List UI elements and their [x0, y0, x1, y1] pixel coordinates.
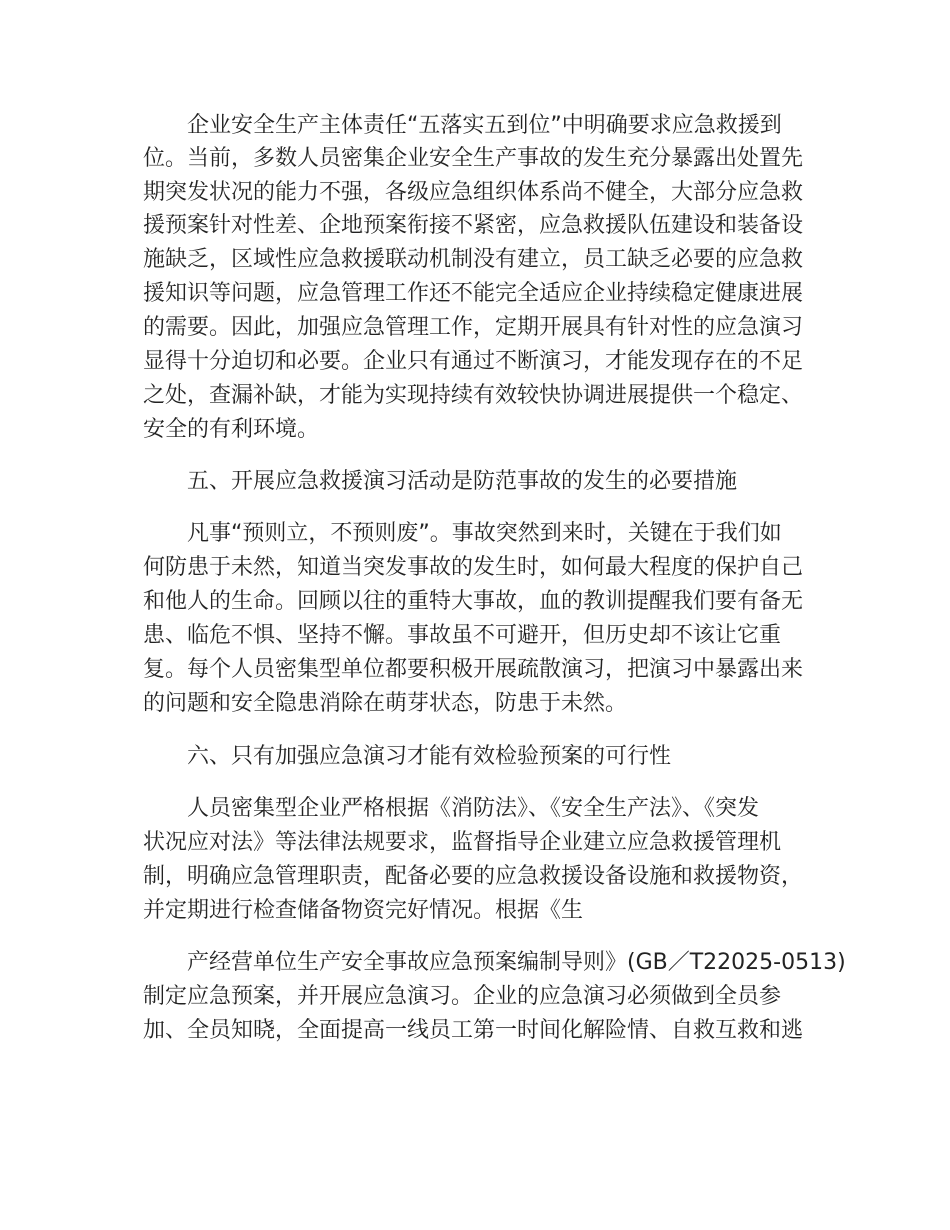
text-line: 并定期进行检查储备物资完好情况。根据《生 [143, 898, 584, 923]
text-line: 显得十分迫切和必要。企业只有通过不断演习，才能发现存在的不足 [143, 349, 804, 374]
text-line: 安全的有利环境。 [143, 417, 320, 442]
text-line: 的需要。因此，加强应急管理工作，定期开展具有针对性的应急演习 [143, 315, 804, 340]
text-line: 援知识等问题，应急管理工作还不能完全适应企业持续稳定健康进展 [143, 281, 804, 306]
text-line: 加、全员知晓，全面提高一线员工第一时间化解险情、自救互救和逃 [143, 1018, 804, 1043]
text-line: 何防患于未然，知道当突发事故的发生时，如何最大程度的保护自己 [143, 555, 804, 580]
text-line: 产经营单位生产安全事故应急预案编制导则》(GB／T22025-0513) [187, 950, 846, 975]
text-line: 人员密集型企业严格根据《消防法》、《安全生产法》、《突发 [187, 796, 760, 821]
text-line: 复。每个人员密集型单位都要积极开展疏散演习，把演习中暴露出来 [143, 657, 804, 682]
text-line: 位。当前，多数人员密集企业安全生产事故的发生充分暴露出处置先 [143, 146, 804, 171]
text-line: 施缺乏，区域性应急救援联动机制没有建立，员工缺乏必要的应急救 [143, 247, 804, 272]
text-line: 凡事“预则立，不预则废”。事故突然到来时，关键在于我们如 [187, 521, 782, 546]
text-line: 制定应急预案，并开展应急演习。企业的应急演习必须做到全员参 [143, 984, 782, 1009]
text-line: 期突发状况的能力不强，各级应急组织体系尚不健全，大部分应急救 [143, 180, 804, 205]
section-heading: 五、开展应急救援演习活动是防范事故的发生的必要措施 [187, 469, 738, 494]
text-line: 的问题和安全隐患消除在萌芽状态，防患于未然。 [143, 691, 628, 716]
text-line: 患、临危不惧、坚持不懈。事故虽不可避开，但历史却不该让它重 [143, 623, 782, 648]
section-heading: 六、只有加强应急演习才能有效检验预案的可行性 [187, 744, 672, 769]
text-line: 状况应对法》等法律法规要求，监督指导企业建立应急救援管理机 [143, 830, 782, 855]
text-line: 制，明确应急管理职责，配备必要的应急救援设备设施和救援物资， [143, 864, 804, 889]
text-line: 和他人的生命。回顾以往的重特大事故，血的教训提醒我们要有备无 [143, 589, 804, 614]
text-line: 之处，查漏补缺，才能为实现持续有效较快协调进展提供一个稳定、 [143, 383, 804, 408]
text-line: 企业安全生产主体责任“五落实五到位”中明确要求应急救援到 [187, 113, 782, 138]
text-line: 援预案针对性差、企地预案衔接不紧密，应急救援队伍建设和装备设 [143, 213, 804, 238]
